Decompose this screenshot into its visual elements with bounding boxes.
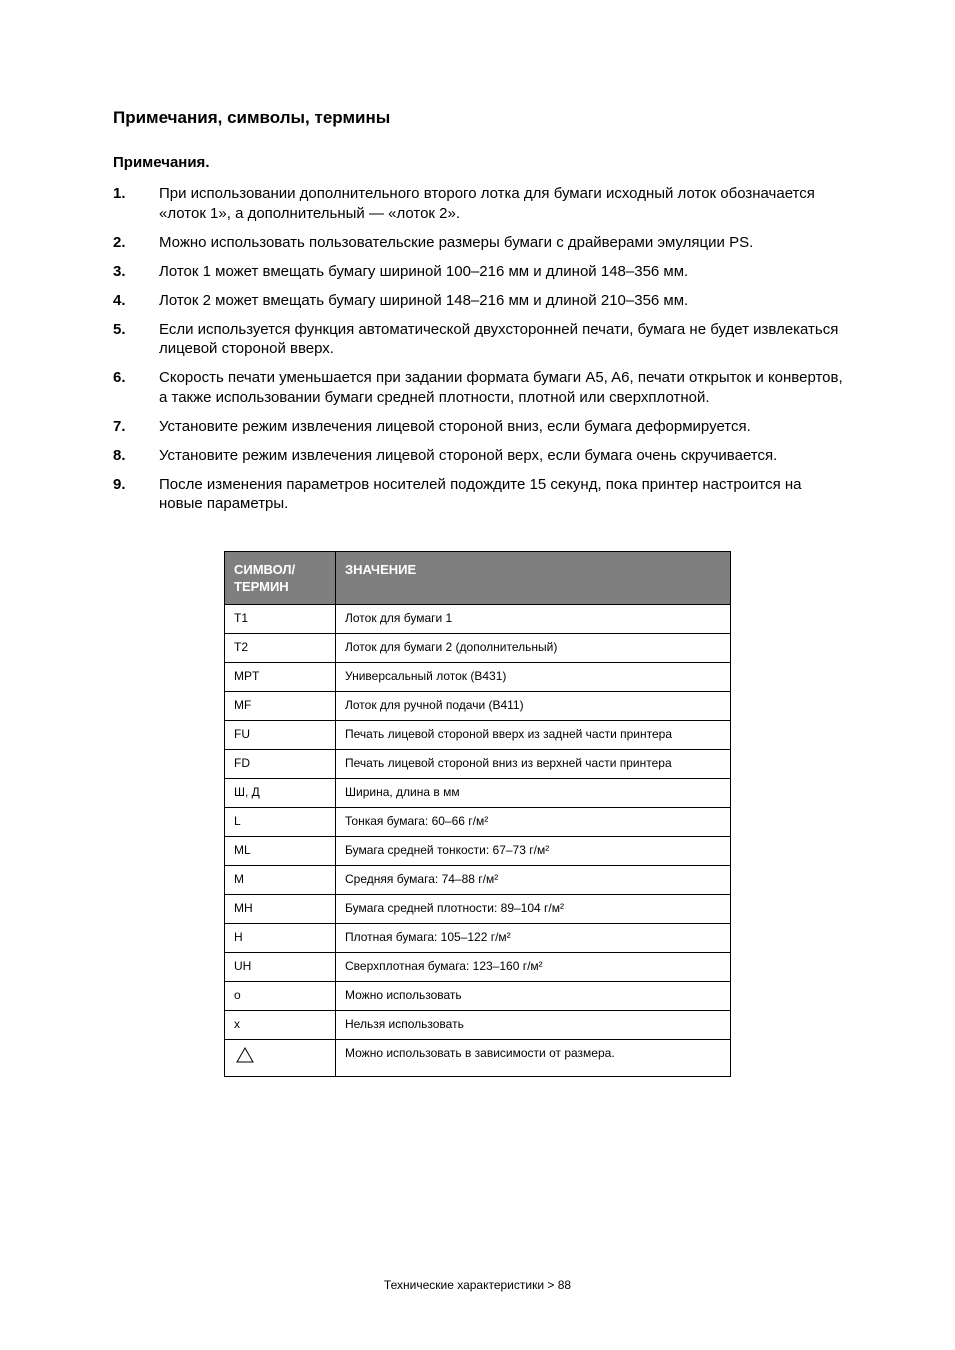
note-number: 9. (113, 475, 126, 493)
table-row (225, 663, 731, 692)
notes-title: Примечания. (113, 154, 210, 171)
table-row (225, 1011, 731, 1040)
symbol-cell: T1 (225, 605, 336, 634)
table-row (225, 721, 731, 750)
table-row (225, 634, 731, 663)
table-row (225, 953, 731, 982)
meaning-cell: Можно использовать в зависимости от размера. (336, 1040, 731, 1077)
meaning-cell: Бумага средней тонкости: 67–73 г/м² (336, 837, 731, 866)
table-row (225, 924, 731, 953)
meaning-cell: Средняя бумага: 74–88 г/м² (336, 866, 731, 895)
note-text: Установите режим извлечения лицевой стороной верх, если бумага очень скручивается. (159, 446, 778, 464)
symbols-table (224, 551, 731, 1077)
meaning-cell: Ширина, длина в мм (336, 779, 731, 808)
meaning-cell: Бумага средней плотности: 89–104 г/м² (336, 895, 731, 924)
note-item (113, 320, 843, 359)
note-number: 4. (113, 291, 126, 309)
note-text: Если используется функция автоматической двухсторонней печати, бумага не будет извлекаться лицевой стороной вверх. (159, 320, 839, 357)
note-number: 5. (113, 320, 126, 338)
meaning-cell: Плотная бумага: 105–122 г/м² (336, 924, 731, 953)
triangle-icon (236, 1047, 254, 1067)
meaning-cell: Печать лицевой стороной вверх из задней части принтера (336, 721, 731, 750)
symbol-cell: M (225, 866, 336, 895)
note-text: При использовании дополнительного второго лотка для бумаги исходный лоток обозначается «лоток 1», а дополнительный — «лоток 2». (159, 185, 815, 222)
note-number: 1. (113, 185, 126, 202)
note-item (113, 184, 843, 223)
table-row (225, 692, 731, 721)
meaning-cell: Тонкая бумага: 60–66 г/м² (336, 808, 731, 837)
symbol-cell: UH (225, 953, 336, 982)
note-item (113, 291, 843, 311)
note-item (113, 368, 843, 407)
meaning-cell: Сверхплотная бумага: 123–160 г/м² (336, 953, 731, 982)
note-number: 8. (113, 446, 126, 464)
meaning-cell: Печать лицевой стороной вниз из верхней части принтера (336, 750, 731, 779)
note-text: Можно использовать пользовательские размеры бумаги с драйверами эмуляции PS. (159, 233, 754, 251)
note-text: После изменения параметров носителей подождите 15 секунд, пока принтер настроится на новые параметры. (159, 475, 802, 512)
symbol-cell: T2 (225, 634, 336, 663)
note-number: 7. (113, 417, 126, 435)
table-row (225, 808, 731, 837)
symbol-cell: H (225, 924, 336, 953)
column-header-meaning: ЗНАЧЕНИЕ (336, 552, 731, 605)
note-text: Лоток 1 может вмещать бумагу шириной 100–216 мм и длиной 148–356 мм. (159, 262, 689, 280)
note-text: Установите режим извлечения лицевой стороной вниз, если бумага деформируется. (159, 417, 751, 435)
notes-list (113, 184, 843, 523)
symbol-cell: MF (225, 692, 336, 721)
note-item (113, 262, 843, 282)
page-footer: Технические характеристики > 88 (383, 1278, 572, 1292)
meaning-cell: Универсальный лоток (B431) (336, 663, 731, 692)
symbol-cell: o (225, 982, 336, 1011)
table-row (225, 837, 731, 866)
meaning-cell: Лоток для бумаги 1 (336, 605, 731, 634)
symbol-cell: L (225, 808, 336, 837)
table-header-row (225, 552, 731, 605)
symbol-cell: x (225, 1011, 336, 1040)
note-text: Лоток 2 может вмещать бумагу шириной 148–216 мм и длиной 210–356 мм. (159, 291, 689, 309)
table-row (225, 750, 731, 779)
table-row (225, 982, 731, 1011)
table-row (225, 779, 731, 808)
note-item (113, 475, 843, 514)
table-row (225, 866, 731, 895)
symbol-cell: Ш, Д (225, 779, 336, 808)
section-title: Примечания, символы, термины (113, 108, 391, 127)
table-row (225, 1040, 731, 1077)
meaning-cell: Нельзя использовать (336, 1011, 731, 1040)
symbol-cell: MH (225, 895, 336, 924)
symbol-cell: FD (225, 750, 336, 779)
table-row (225, 895, 731, 924)
note-item (113, 417, 843, 437)
meaning-cell: Можно использовать (336, 982, 731, 1011)
symbol-cell: MPT (225, 663, 336, 692)
note-number: 6. (113, 369, 126, 386)
meaning-cell: Лоток для бумаги 2 (дополнительный) (336, 634, 731, 663)
note-number: 2. (113, 233, 126, 251)
symbol-cell (225, 1040, 336, 1077)
symbol-cell: ML (225, 837, 336, 866)
symbol-cell: FU (225, 721, 336, 750)
table-row (225, 605, 731, 634)
column-header-symbol: СИМВОЛ/ ТЕРМИН (225, 552, 336, 605)
note-number: 3. (113, 262, 126, 280)
meaning-cell: Лоток для ручной подачи (B411) (336, 692, 731, 721)
note-item (113, 233, 843, 253)
note-item (113, 446, 843, 466)
note-text: Скорость печати уменьшается при задании формата бумаги A5, A6, печати открыток и конвертов, а также использовании бумаги средней плотности, плотной или сверхплотной. (159, 369, 843, 406)
